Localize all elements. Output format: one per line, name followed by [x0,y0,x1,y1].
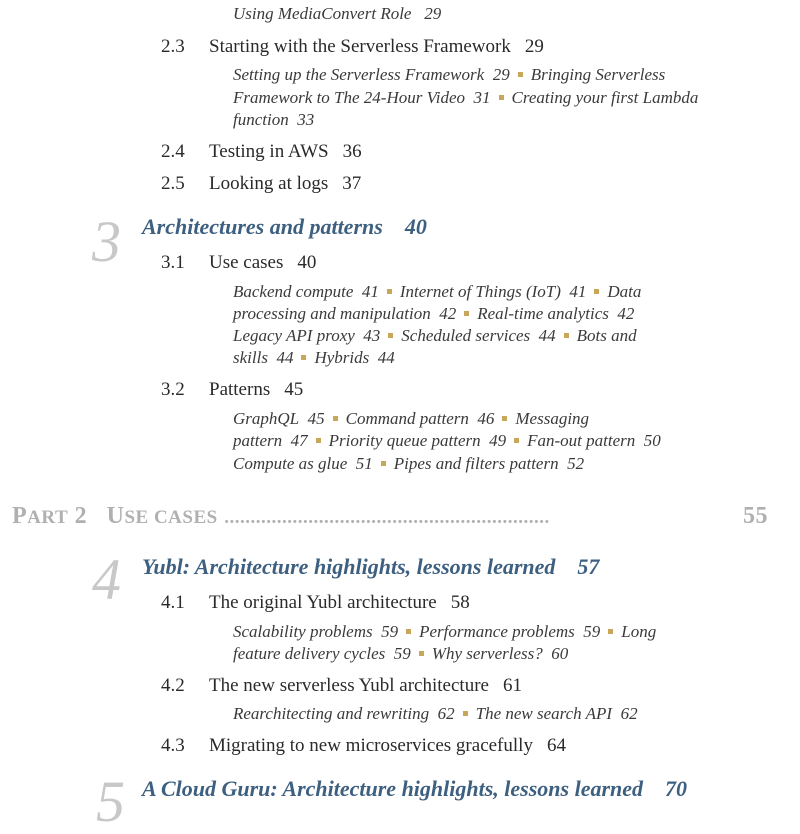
bullet-icon [301,355,306,360]
section-4-1-heading[interactable]: 4.1 The original Yubl architecture 58 [161,592,470,613]
subsection-line: Scalability problems 59 Performance problems 59 Long [233,622,657,641]
subsection-line: Setting up the Serverless Framework 29 Bringing Serverless [233,65,666,84]
bullet-icon [518,72,523,77]
chapter-number: 3 [92,209,121,274]
bullet-icon [608,629,613,634]
bullet-icon [499,95,504,100]
subsection-line: pattern 47 Priority queue pattern 49 Fan-out pattern 50 [233,431,661,450]
dot-leader: .............................................................. [224,507,550,528]
bullet-icon [463,711,468,716]
section-2-4-heading[interactable]: 2.4 Testing in AWS 36 [161,141,362,162]
chapter-number: 5 [96,769,125,834]
section-4-3-heading[interactable]: 4.3 Migrating to new microservices gracefully 64 [161,735,566,756]
subsection-line: Compute as glue 51 Pipes and filters pattern 52 [233,454,585,473]
subsection-line: Rearchitecting and rewriting 62 The new search API 62 [233,704,638,723]
section-2-5-heading[interactable]: 2.5 Looking at logs 37 [161,173,362,194]
subsection-line: Framework to The 24-Hour Video 31 Creating your first Lambda [233,88,699,107]
section-3-1-heading[interactable]: 3.1 Use cases 40 [161,252,317,273]
bullet-icon [316,438,321,443]
section-2-3-heading[interactable]: 2.3 Starting with the Serverless Framework 29 [161,36,544,57]
subsection-line: skills 44 Hybrids 44 [233,348,395,367]
bullet-icon [333,416,338,421]
subsection-line: Using MediaConvert Role 29 [233,4,442,23]
section-3-2-heading[interactable]: 3.2 Patterns 45 [161,379,304,400]
bullet-icon [594,289,599,294]
subsection-line: function 33 [233,110,315,129]
subsection-line: processing and manipulation 42 Real-time analytics 42 [233,304,635,323]
subsection-line: Legacy API proxy 43 Scheduled services 44 Bots and [233,326,637,345]
bullet-icon [387,289,392,294]
chapter-5-title[interactable]: A Cloud Guru: Architecture highlights, lessons learned 70 [142,776,688,801]
section-4-2-heading[interactable]: 4.2 The new serverless Yubl architecture 61 [161,675,522,696]
bullet-icon [564,333,569,338]
chapter-4-title[interactable]: Yubl: Architecture highlights, lessons learned 57 [142,554,600,579]
subsection-line: GraphQL 45 Command pattern 46 Messaging [233,409,590,428]
chapter-number: 4 [92,547,121,612]
bullet-icon [381,461,386,466]
bullet-icon [502,416,507,421]
subsection-line: Backend compute 41 Internet of Things (IoT) 41 Data [233,282,642,301]
bullet-icon [419,651,424,656]
part-2-page: 55 [743,503,768,529]
bullet-icon [464,311,469,316]
chapter-3-title[interactable]: Architectures and patterns 40 [142,214,427,239]
part-2-heading[interactable]: PART 2 USE CASES .............................................................. [12,503,550,529]
bullet-icon [406,629,411,634]
subsection-line: feature delivery cycles 59 Why serverless? 60 [233,644,569,663]
bullet-icon [514,438,519,443]
bullet-icon [388,333,393,338]
